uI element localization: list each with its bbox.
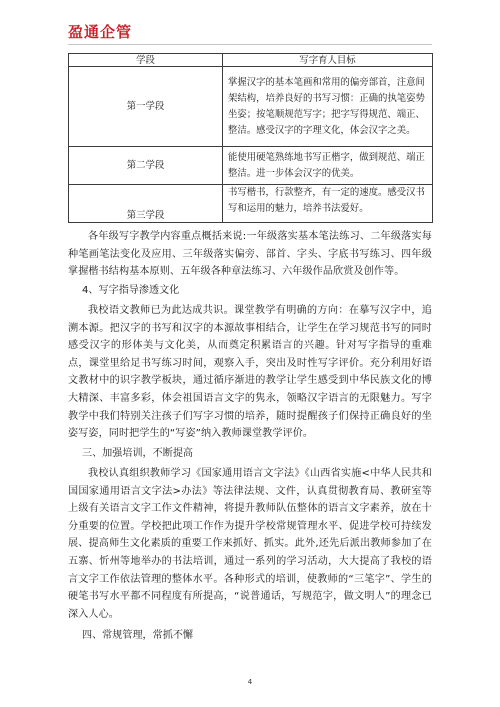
table-cell-stage: 第三学段 <box>69 185 223 223</box>
writing-goals-table <box>68 53 433 223</box>
table-cell-goal: 能使用硬笔熟练地书写正楷字，做到规范、端正整洁。进一步体会汉字的优美。 <box>223 147 433 185</box>
section-heading-4b: 四、常规管理，常抓不懈 <box>82 630 194 641</box>
paragraph-text: 各年级写字教学内容重点概括来说:一年级落实基本笔法练习、二年级落实每种笔画笔法变化及应用、三年级落实偏旁、部首、字头、字底书写练习、四年级掌握楷书结构基本原则、五年级各种章法练习、六年级作品欣赏及创作等。 <box>68 231 432 278</box>
table-cell-goal: 掌握汉字的基本笔画和常用的偏旁部首，注意间架结构，培养良好的书写习惯：正确的执笔姿势坐姿；按笔顺规范写字；把字写得规范、端正、整洁。感受汉字的字理文化，体会汉字之美。 <box>223 67 433 147</box>
paragraph-text: 我校认真组织教师学习《国家通用语言文字法》《山西省实施<中华人民共和国国家通用语言文字法>办法》等法律法规、文件，认真贯彻教育局、教研室等上级有关语言文字工作文件精神，将提升教师队伍整体的语言文字素养，放在十分重要的位置。学校把此项工作作为提升学校常规管理水平、促进学校可持续发展、提高师生文化素质的重要工作来抓好、抓实。此外,还先后派出教师参加了在五寨、忻州等地举办的书法培训，通过一系列的学习活动，大大提高了我校的语言文字工作依法管理的整体水平。各种形式的培训，使教师的“三笔字”、学生的硬笔书写水平都不同程度有所提高，“说普通话，写规范字，做文明人”的理念已深入人心。 <box>68 468 432 620</box>
table-header-row <box>69 54 433 67</box>
table-row <box>69 185 433 223</box>
paragraph-training <box>68 465 432 623</box>
table-cell-stage: 第一学段 <box>69 67 223 147</box>
header-divider <box>68 44 432 45</box>
table-header-stage: 学段 <box>69 54 223 67</box>
table-header-goal: 写字育人目标 <box>223 54 433 67</box>
company-logo: 盈通企管 <box>68 23 133 41</box>
paragraph-grade-content <box>68 228 432 281</box>
table-row <box>69 67 433 147</box>
section-heading-4: 4、写字指导渗透文化 <box>82 285 180 296</box>
section-heading-3: 三、加强培训，不断提高 <box>82 448 194 459</box>
paragraph-culture <box>68 302 432 443</box>
page-number: 4 <box>247 678 253 686</box>
writing-goals-table-wrap <box>68 53 432 221</box>
table-cell-goal: 书写楷书，行款整齐，有一定的速度。感受汉书写和运用的魅力，培养书法爱好。 <box>223 185 433 223</box>
table-cell-stage: 第二学段 <box>69 147 223 185</box>
paragraph-text: 我校语文教师已为此达成共识。课堂教学有明确的方向：在摹写汉字中，追溯本源。把汉字的书写和汉字的本源故事相结合，让学生在学习规范书写的同时感受汉字的形体美与文化美，从而奠定积累语言的兴趣。针对写字指导的重难点，课堂里给足书写练习时间，观察入手，突出及时性写字评价。充分利用好语文教材中的识字教学板块，通过循序渐进的教学让学生感受到中华民族文化的博大精深、丰富多彩，体会祖国语言文字的隽永，领略汉字语言的无限魅力。写字教学中我们特别关注孩子们写字习惯的培养，随时提醒孩子们保持正确良好的坐姿写姿，同时把学生的“写姿”纳入教师课堂教学评价。 <box>68 305 432 440</box>
table-row <box>69 147 433 185</box>
